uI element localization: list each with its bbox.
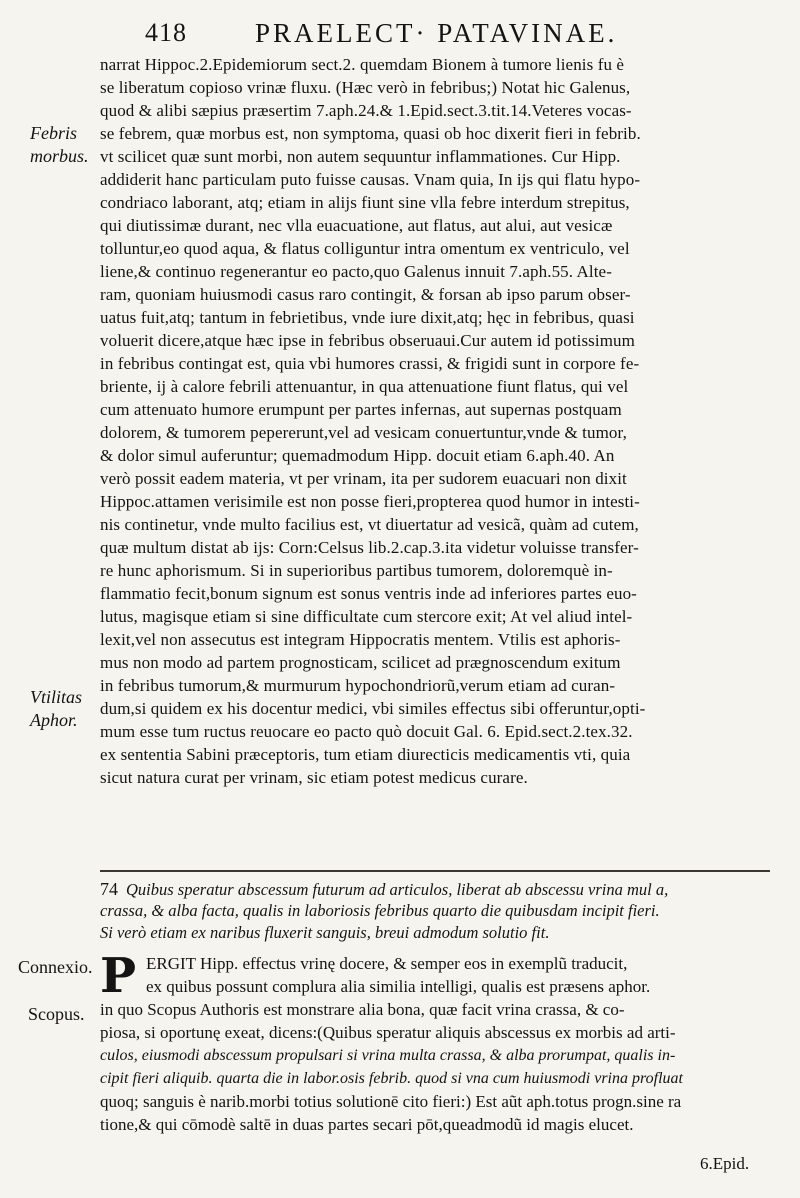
text-line: mus non modo ad partem prognosticam, scilicet ad prægnoscendum exitum — [100, 653, 621, 672]
drop-cap: P — [100, 948, 137, 1004]
text-line: in febribus contingat est, quia vbi humores crassi, & frigidi sunt in corpore fe- — [100, 354, 640, 373]
text-line: quæ multum distat ab ijs: Corn:Celsus lib.2.cap.3.ita videtur voluisse transfer- — [100, 538, 639, 557]
text-line: & dolor simul auferuntur; quemadmodum Hipp. docuit etiam 6.aph.40. An — [100, 446, 615, 465]
margin-note-scopus — [28, 1003, 85, 1026]
text-line: uatus fuit,atq; tantum in febrietibus, vnde iure dixit,atq; hęc in febribus, quasi — [100, 308, 635, 327]
aphorism-text: Quibus speratur abscessum futurum ad articulos, liberat ab abscessu vrina mul a, — [126, 880, 669, 899]
text-line: Hippoc.attamen verisimile est non posse fieri,propterea quod humor in intesti- — [100, 492, 640, 511]
section-divider — [100, 870, 770, 872]
text-line: vt scilicet quæ sunt morbi, non autem sequuntur inflammationes. Cur Hipp. — [100, 147, 621, 166]
text-line: re hunc aphorismum. Si in superioribus partibus tumorem, doloremquè in- — [100, 561, 613, 580]
margin-note-line: Scopus. — [28, 1004, 85, 1024]
text-line: lexit,vel non assecutus est integram Hippocratis mentem. Vtilis est aphoris- — [100, 630, 621, 649]
text-line: briente, ij à calore febrili attenuantur, in qua attenuatione fiunt flatus, qui vel — [100, 377, 629, 396]
commentary-line: culos, eiusmodi abscessum propulsari si vrina multa crassa, & alba prorumpat, qualis in- — [100, 1047, 676, 1064]
aphorism-line — [100, 878, 780, 900]
main-text-block — [100, 53, 770, 789]
text-line: mum esse tum ructus reuocare eo pacto quò docuit Gal. 6. Epid.sect.2.tex.32. — [100, 722, 633, 741]
aphorism-number: 74 — [100, 879, 118, 899]
commentary-line: tione,& qui cōmodè saltē in duas partes secari pōt,queadmodũ id magis elucet. — [100, 1115, 634, 1134]
text-line: se liberatum copioso vrinæ fluxu. (Hæc verò in febribus;) Notat hic Galenus, — [100, 78, 631, 97]
commentary-line: in quo Scopus Authoris est monstrare alia bona, quæ facit vrina crassa, & co- — [100, 1000, 625, 1019]
text-line: nis continetur, vnde multo facilius est, vt diuertatur ad vesicã, quàm ad cutem, — [100, 515, 639, 534]
margin-note-utilitas-aphor — [30, 686, 82, 732]
aphorism-block — [100, 878, 780, 944]
text-line: dum,si quidem ex his docentur medici, vbi similes effectus sibi offeruntur,opti- — [100, 699, 646, 718]
aphorism-line: Si verò etiam ex naribus fluxerit sanguis, breui admodum solutio fit. — [100, 923, 550, 942]
text-line: addiderit hanc particulam puto fuisse causas. Vnam quia, In ijs qui flatu hypo- — [100, 170, 641, 189]
margin-note-line: Febris — [30, 123, 77, 143]
margin-note-line: Aphor. — [30, 710, 78, 730]
page-number: 418 — [145, 18, 187, 47]
text-line: qui diutissimæ durant, nec vlla euacuatione, aut flatus, aut alui, aut vesicæ — [100, 216, 613, 235]
text-line: cum attenuato humore erumpunt per partes infernas, aut supernas postquam — [100, 400, 622, 419]
text-line: sicut natura curat per vrinam, sic etiam potest medicus curare. — [100, 768, 528, 787]
text-line: verò possit eadem materia, vt per vrinam, ita per sudorem euacuari non dixit — [100, 469, 627, 488]
margin-note-line: Connexio. — [18, 957, 93, 977]
text-line: condriaco laborant, atq; etiam in alijs fiunt sine vlla febre interdum strepitus, — [100, 193, 630, 212]
margin-note-connexio — [18, 956, 93, 979]
text-line: lutus, magisque etiam si sine difficultate cum stercore exit; At vel aliud intel- — [100, 607, 633, 626]
text-line: dolorem, & tumorem pepererunt,vel ad vesicam conuertuntur,vnde & tumor, — [100, 423, 627, 442]
commentary-line: piosa, si oportunę exeat, dicens:(Quibus speratur aliquis abscessus ex morbis ad arti- — [100, 1023, 676, 1042]
margin-note-line: Vtilitas — [30, 687, 83, 707]
text-line: voluerit dicere,atque hæc ipse in febribus obseruaui.Cur autem id potissimum — [100, 331, 635, 350]
commentary-line: cipit fieri aliquib. quarta die in labor.osis febrib. quod si vna cum huiusmodi vrina profluat — [100, 1070, 683, 1087]
text-line: narrat Hippoc.2.Epidemiorum sect.2. quemdam Bionem à tumore lienis fu è — [100, 55, 625, 74]
text-line: ram, quoniam huiusmodi casus raro contingit, & forsan ab ipso parum obser- — [100, 285, 631, 304]
margin-note-febris-morbus — [30, 122, 89, 168]
margin-note-line: morbus. — [30, 146, 89, 166]
text-line: in febribus tumorum,& murmurum hypochondriorũ,verum etiam ad curan- — [100, 676, 616, 695]
page-header — [145, 18, 785, 52]
text-line: tolluntur,eo quod aqua, & flatus colliguntur intra omentum ex ventriculo, vel — [100, 239, 630, 258]
text-line: se febrem, quæ morbus est, non symptoma, quasi ob hoc dixerit fieri in febrib. — [100, 124, 641, 143]
text-line: quod & alibi sæpius præsertim 7.aph.24.& 1.Epid.sect.3.tit.14.Veteres vocas- — [100, 101, 632, 120]
running-head: PRAELECT· PATAVINAE. — [255, 18, 618, 48]
commentary-line: ERGIT Hipp. effectus vrinę docere, & semper eos in exemplũ traducit, — [146, 954, 628, 973]
text-line: ex sententia Sabini præceptoris, tum etiam diurecticis medicamentis vti, quia — [100, 745, 631, 764]
text-line: flammatio fecit,bonum signum est sonus ventris inde ad inferiores partes euo- — [100, 584, 637, 603]
text-line: liene,& continuo regenerantur eo pacto,quo Galenus innuit 7.aph.55. Alte- — [100, 262, 612, 281]
commentary-block — [100, 948, 780, 1136]
commentary-line: quoq; sanguis è narib.morbi totius solutionē cito fieri:) Est aũt aph.totus progn.sine ra — [100, 1092, 682, 1111]
catchword: 6.Epid. — [700, 1154, 750, 1173]
aphorism-line: crassa, & alba facta, qualis in laboriosis febribus quarto die quibusdam incipit fieri. — [100, 901, 660, 920]
commentary-line: ex quibus possunt complura alia similia intelligi, qualis est præsens aphor. — [146, 977, 651, 996]
